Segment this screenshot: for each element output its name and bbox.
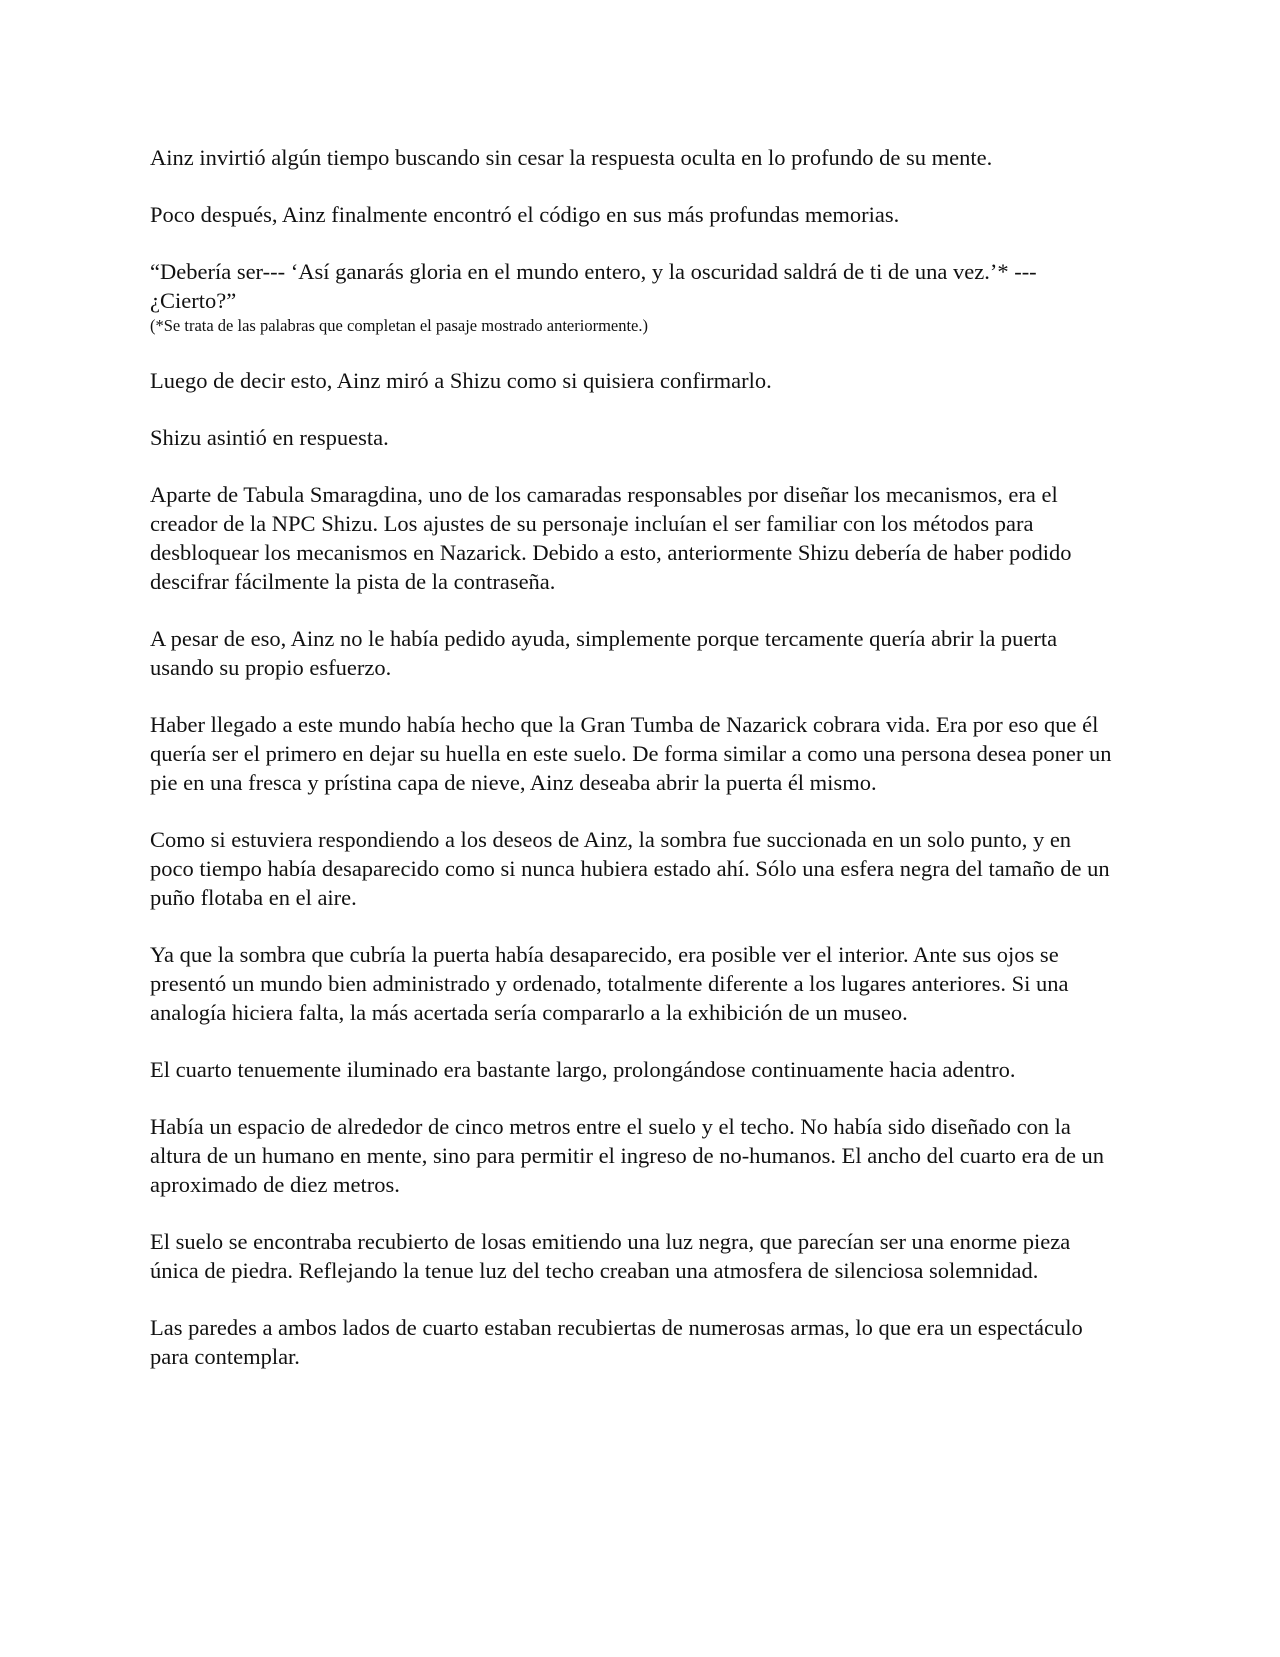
footnote: (*Se trata de las palabras que completan el pasaje mostrado anteriormente.): [150, 316, 649, 335]
paragraph-5: Shizu asintió en respuesta.: [150, 425, 389, 450]
paragraph-13: El suelo se encontraba recubierto de losas emitiendo una luz negra, que parecían ser una enorme pieza única de piedra. Reflejando la tenue luz del techo creaban una atmosfera de silenciosa solemnidad.: [150, 1229, 1071, 1283]
document-page: [150, 143, 1120, 1399]
paragraph-2: Poco después, Ainz finalmente encontró el código en sus más profundas memorias.: [150, 202, 900, 227]
paragraph-9: Como si estuviera respondiendo a los deseos de Ainz, la sombra fue succionada en un solo punto, y en poco tiempo había desaparecido como si nunca hubiera estado ahí. Sólo una esfera negra del tamaño de un puño flotaba en el aire.: [150, 827, 1110, 910]
paragraph-1: Ainz invirtió algún tiempo buscando sin cesar la respuesta oculta en lo profundo de su mente.: [150, 145, 993, 170]
paragraph-10: Ya que la sombra que cubría la puerta había desaparecido, era posible ver el interior. Ante sus ojos se presentó un mundo bien administrado y ordenado, totalmente diferente a los lugares anteriores. Si una analogía hiciera falta, la más acertada sería compararlo a la exhibición de un museo.: [150, 942, 1069, 1025]
paragraph-14: Las paredes a ambos lados de cuarto estaban recubiertas de numerosas armas, lo que era un espectáculo para contemplar.: [150, 1315, 1083, 1369]
paragraph-6: Aparte de Tabula Smaragdina, uno de los camaradas responsables por diseñar los mecanismos, era el creador de la NPC Shizu. Los ajustes de su personaje incluían el ser familiar con los métodos para desbloquear los mecanismos en Nazarick. Debido a esto, anteriormente Shizu debería de haber podido descifrar fácilmente la pista de la contraseña.: [150, 482, 1072, 594]
paragraph-3: “Debería ser--- ‘Así ganarás gloria en el mundo entero, y la oscuridad saldrá de ti de una vez.’* --- ¿Cierto?”: [150, 259, 1037, 313]
paragraph-12: Había un espacio de alrededor de cinco metros entre el suelo y el techo. No había sido diseñado con la altura de un humano en mente, sino para permitir el ingreso de no-humanos. El ancho del cuarto era de un aproximado de diez metros.: [150, 1114, 1105, 1197]
paragraph-4: Luego de decir esto, Ainz miró a Shizu como si quisiera confirmarlo.: [150, 368, 772, 393]
paragraph-11: El cuarto tenuemente iluminado era bastante largo, prolongándose continuamente hacia adentro.: [150, 1057, 1016, 1082]
paragraph-7: A pesar de eso, Ainz no le había pedido ayuda, simplemente porque tercamente quería abrir la puerta usando su propio esfuerzo.: [150, 626, 1058, 680]
paragraph-8: Haber llegado a este mundo había hecho que la Gran Tumba de Nazarick cobrara vida. Era por eso que él quería ser el primero en dejar su huella en este suelo. De forma similar a como una persona desea poner un pie en una fresca y prístina capa de nieve, Ainz deseaba abrir la puerta él mismo.: [150, 712, 1112, 795]
